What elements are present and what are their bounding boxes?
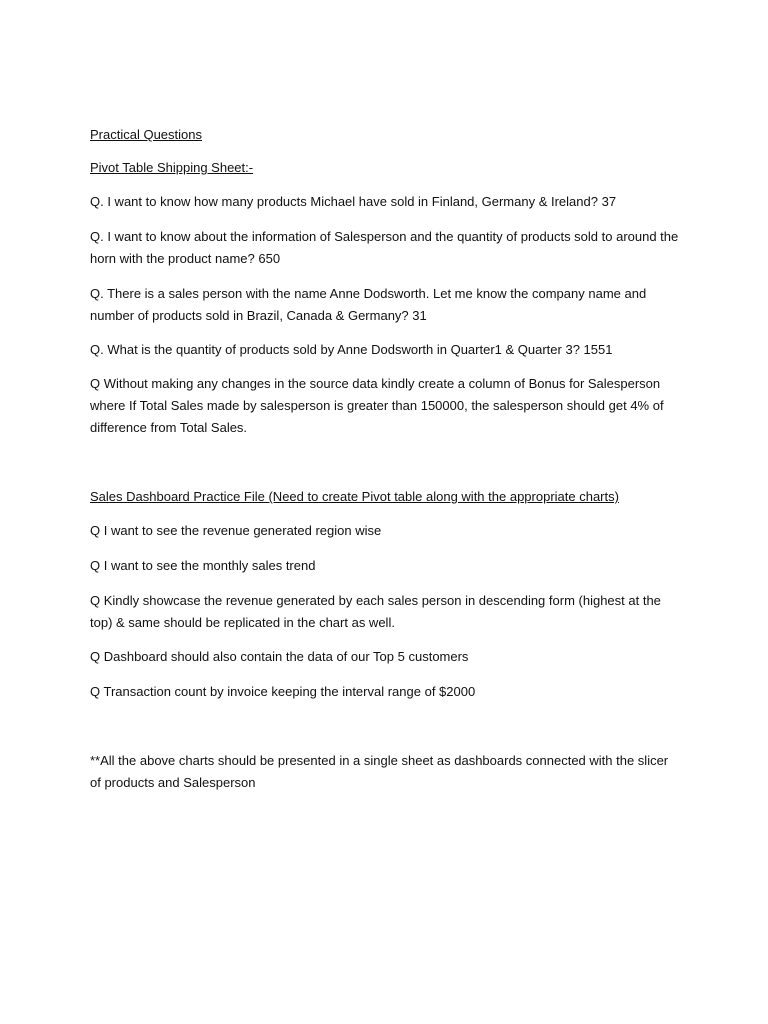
question-1: Q. I want to know how many products Michael have sold in Finland, Germany & Ireland? 37 <box>90 194 617 209</box>
section-subtitle-pivot-table-shipping-sheet: Pivot Table Shipping Sheet:- <box>90 160 254 175</box>
section-title-practical-questions: Practical Questions <box>90 127 202 142</box>
section-title-sales-dashboard: Sales Dashboard Practice File (Need to create Pivot table along with the appropriate charts) <box>90 489 619 504</box>
question-3: Q. There is a sales person with the name Anne Dodsworth. Let me know the company name and number of products sold in Brazil, Canada & Germany? 31 <box>90 286 647 323</box>
question-10: Q Transaction count by invoice keeping the interval range of $2000 <box>90 684 476 699</box>
question-8: Q Kindly showcase the revenue generated by each sales person in descending form (highest at the top) & same should be replicated in the chart as well. <box>90 593 661 630</box>
question-6: Q I want to see the revenue generated region wise <box>90 523 382 538</box>
question-5: Q Without making any changes in the source data kindly create a column of Bonus for Salesperson where If Total Sales made by salesperson is greater than 150000, the salesperson should get 4% of difference from Total Sales. <box>90 376 664 435</box>
question-9: Q Dashboard should also contain the data of our Top 5 customers <box>90 649 469 664</box>
dashboard-note: **All the above charts should be presented in a single sheet as dashboards connected with the slicer of products and Salesperson <box>90 753 669 790</box>
question-7: Q I want to see the monthly sales trend <box>90 558 316 573</box>
question-2: Q. I want to know about the information of Salesperson and the quantity of products sold to around the horn with the product name? 650 <box>90 229 679 266</box>
question-4: Q. What is the quantity of products sold by Anne Dodsworth in Quarter1 & Quarter 3? 1551 <box>90 342 613 357</box>
